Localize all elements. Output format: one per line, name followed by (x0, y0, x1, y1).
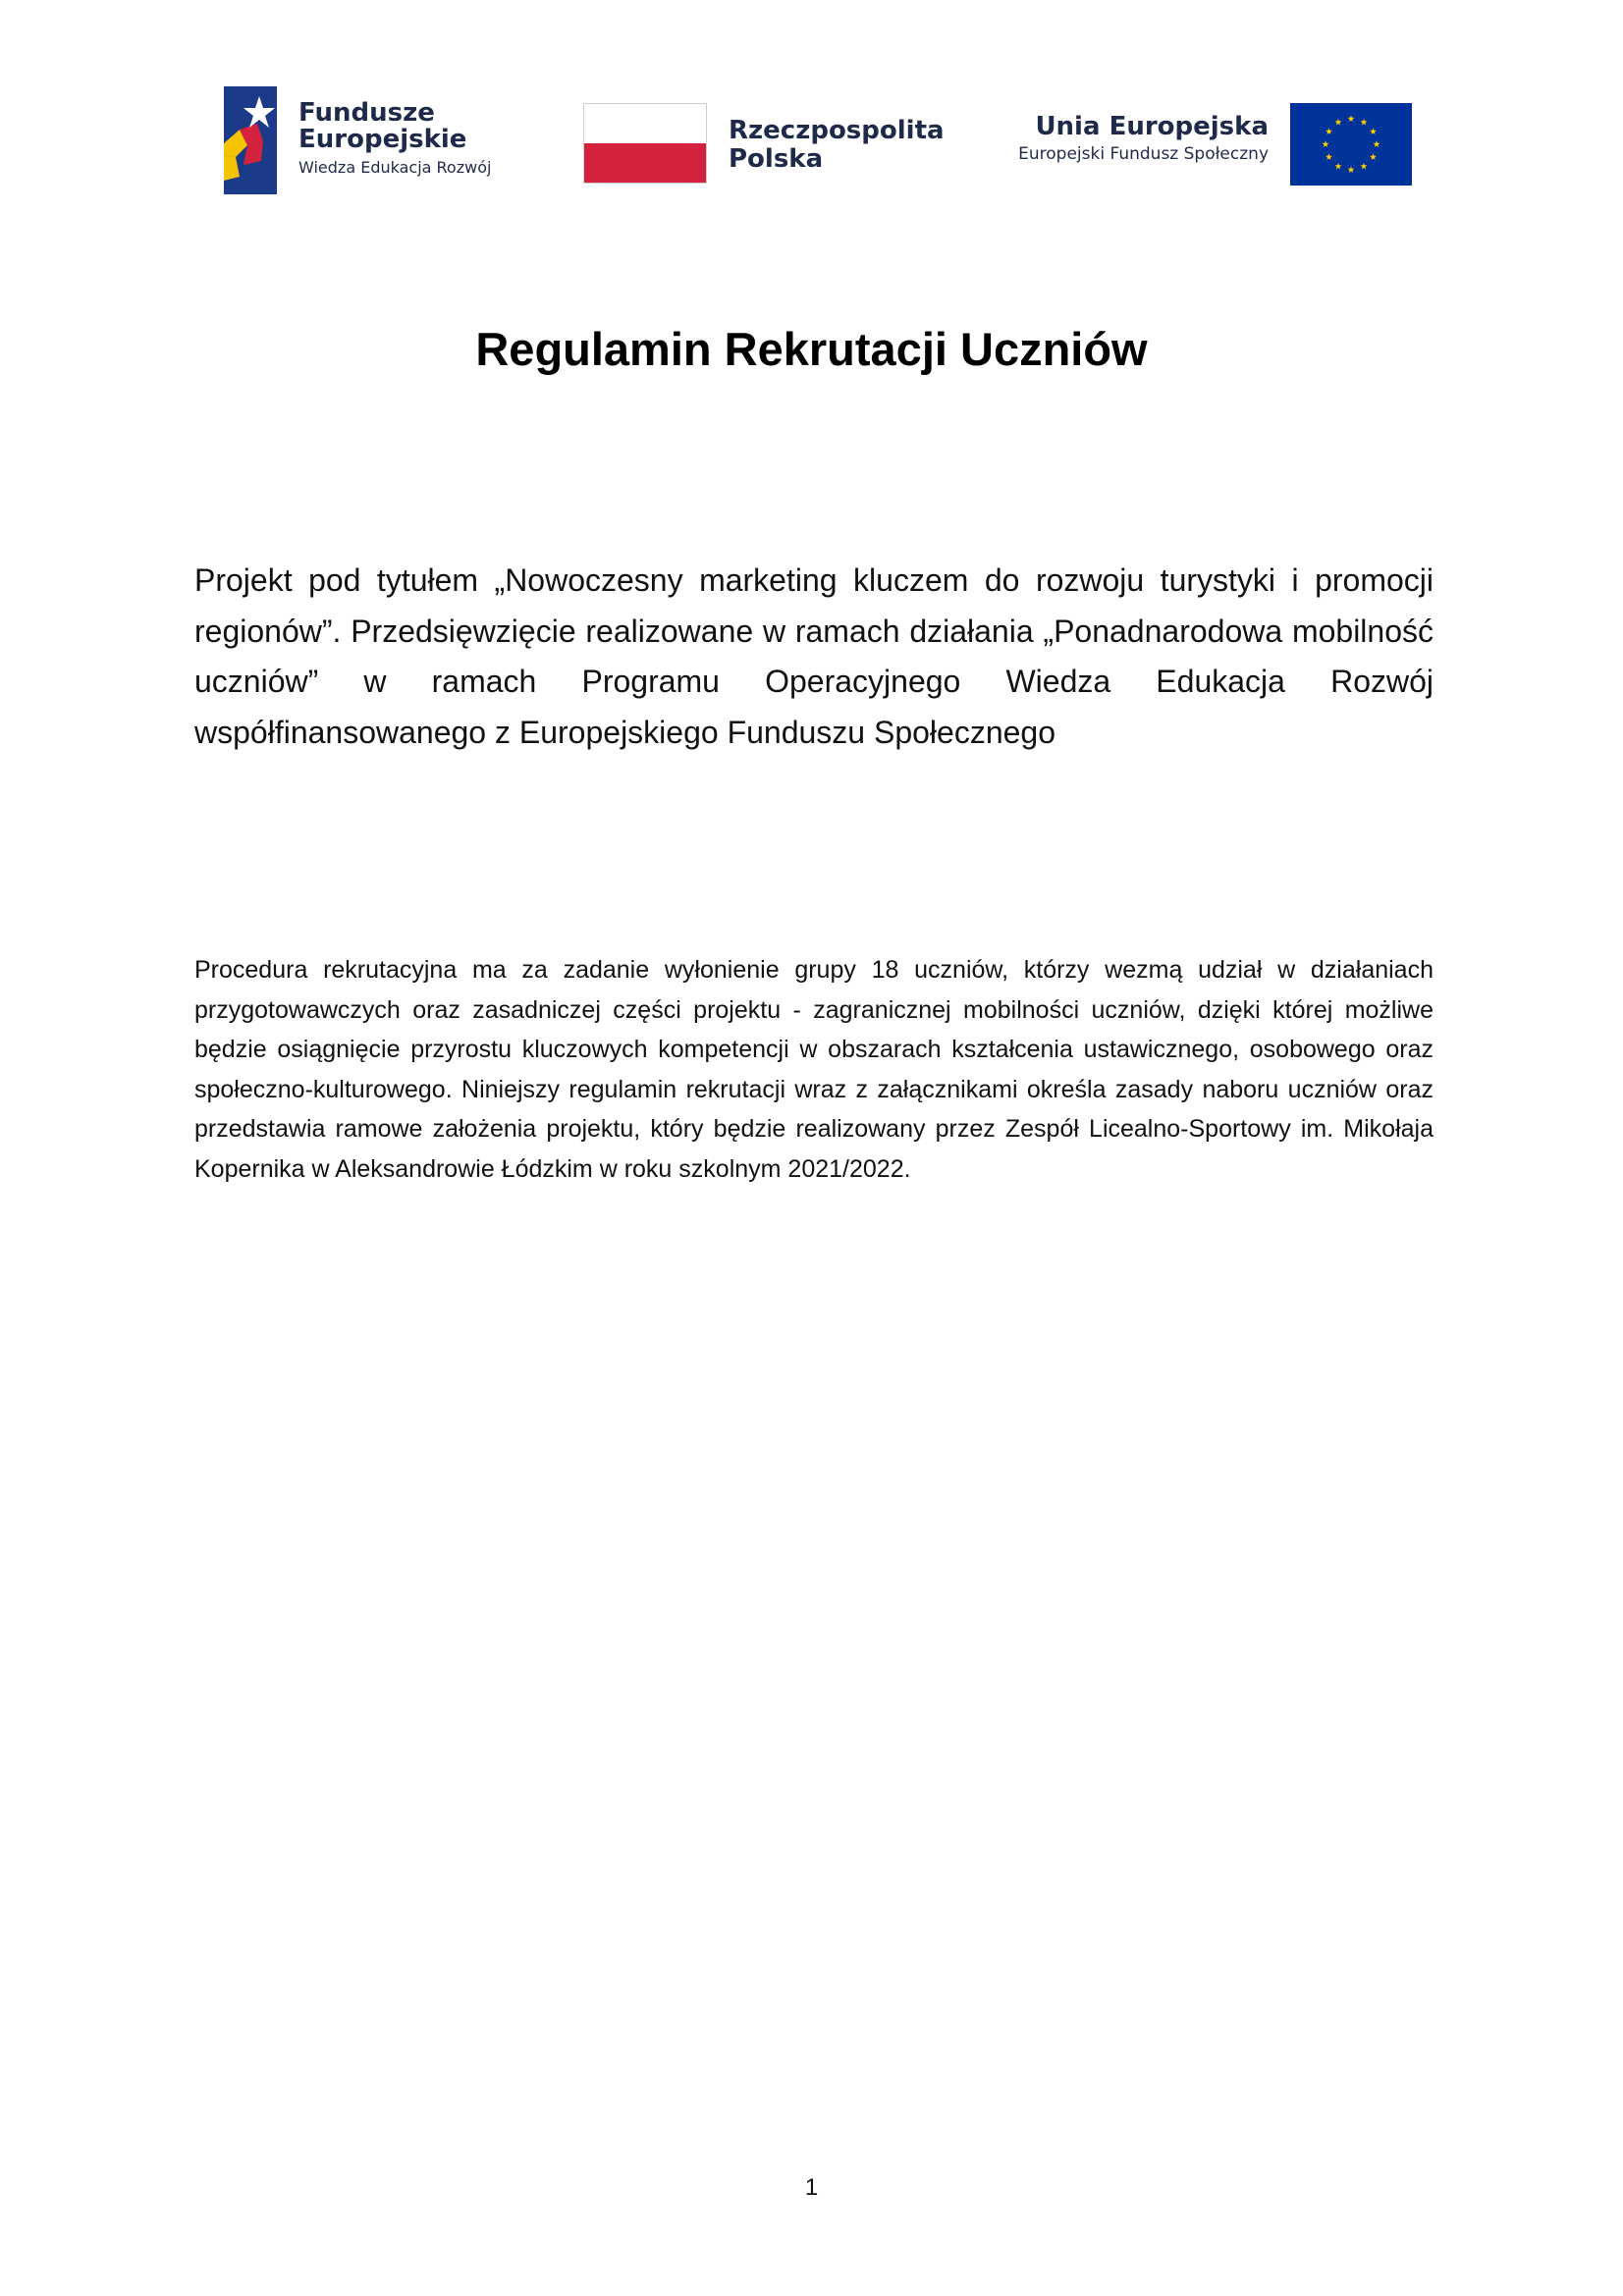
recruitment-procedure-paragraph: Procedura rekrutacyjna ma za zadanie wyłonienie grupy 18 uczniów, którzy wezmą udział w działaniach przygotowawczych oraz zasadniczej części projektu - zagranicznej mobilności uczniów, dzięki której możliwe będzie osiągnięcie przyrostu kluczowych kompetencji w obszarach kształcenia ustawicznego, osobowego oraz społeczno-kulturowego. Niniejszy regulamin rekrutacji wraz z załącznikami określa zasady naboru uczniów oraz przedstawia ramowe założenia projektu, który będzie realizowany przez Zespół Licealno-Sportowy im. Mikołaja Kopernika w Aleksandrowie Łódzkim w roku szkolnym 2021/2022. (194, 956, 1434, 1183)
fundusze-europejskie-wordmark (298, 100, 534, 179)
fundusze-europejskie-logo (218, 86, 532, 196)
document-title: Regulamin Rekrutacji Uczniów (475, 323, 1148, 375)
page-number: 1 (804, 2174, 819, 2201)
project-intro-paragraph: Projekt pod tytułem „Nowoczesny marketing kluczem do rozwoju turystyki i promocji regionów”. Przedsięwzięcie realizowane w ramach działania „Ponadnarodowa mobilność uczniów” w ramach Programu Operacyjnego Wiedza Edukacja Rozwój współfinansowanego z Europejskiego Funduszu Społecznego (194, 562, 1434, 750)
fe-logo-line2: Europejskie (298, 125, 467, 154)
rzeczpospolita-polska-logo (583, 103, 956, 187)
rp-logo-line2: Polska (729, 144, 824, 174)
unia-europejska-wordmark (1018, 111, 1269, 166)
logo-strip (0, 0, 1623, 216)
fundusze-europejskie-emblem-icon (218, 86, 277, 194)
rzeczpospolita-polska-wordmark (729, 117, 945, 174)
polish-flag-icon (583, 103, 707, 184)
unia-europejska-logo (1003, 103, 1412, 186)
fe-logo-subtitle: Wiedza Edukacja Rozwój (298, 158, 492, 177)
eu-flag-icon (1290, 103, 1412, 186)
eu-logo-title: Unia Europejska (1035, 112, 1269, 141)
rp-logo-line1: Rzeczpospolita (729, 116, 945, 145)
fe-logo-line1: Fundusze (298, 98, 435, 128)
eu-logo-subtitle: Europejski Fundusz Społeczny (1018, 144, 1269, 164)
